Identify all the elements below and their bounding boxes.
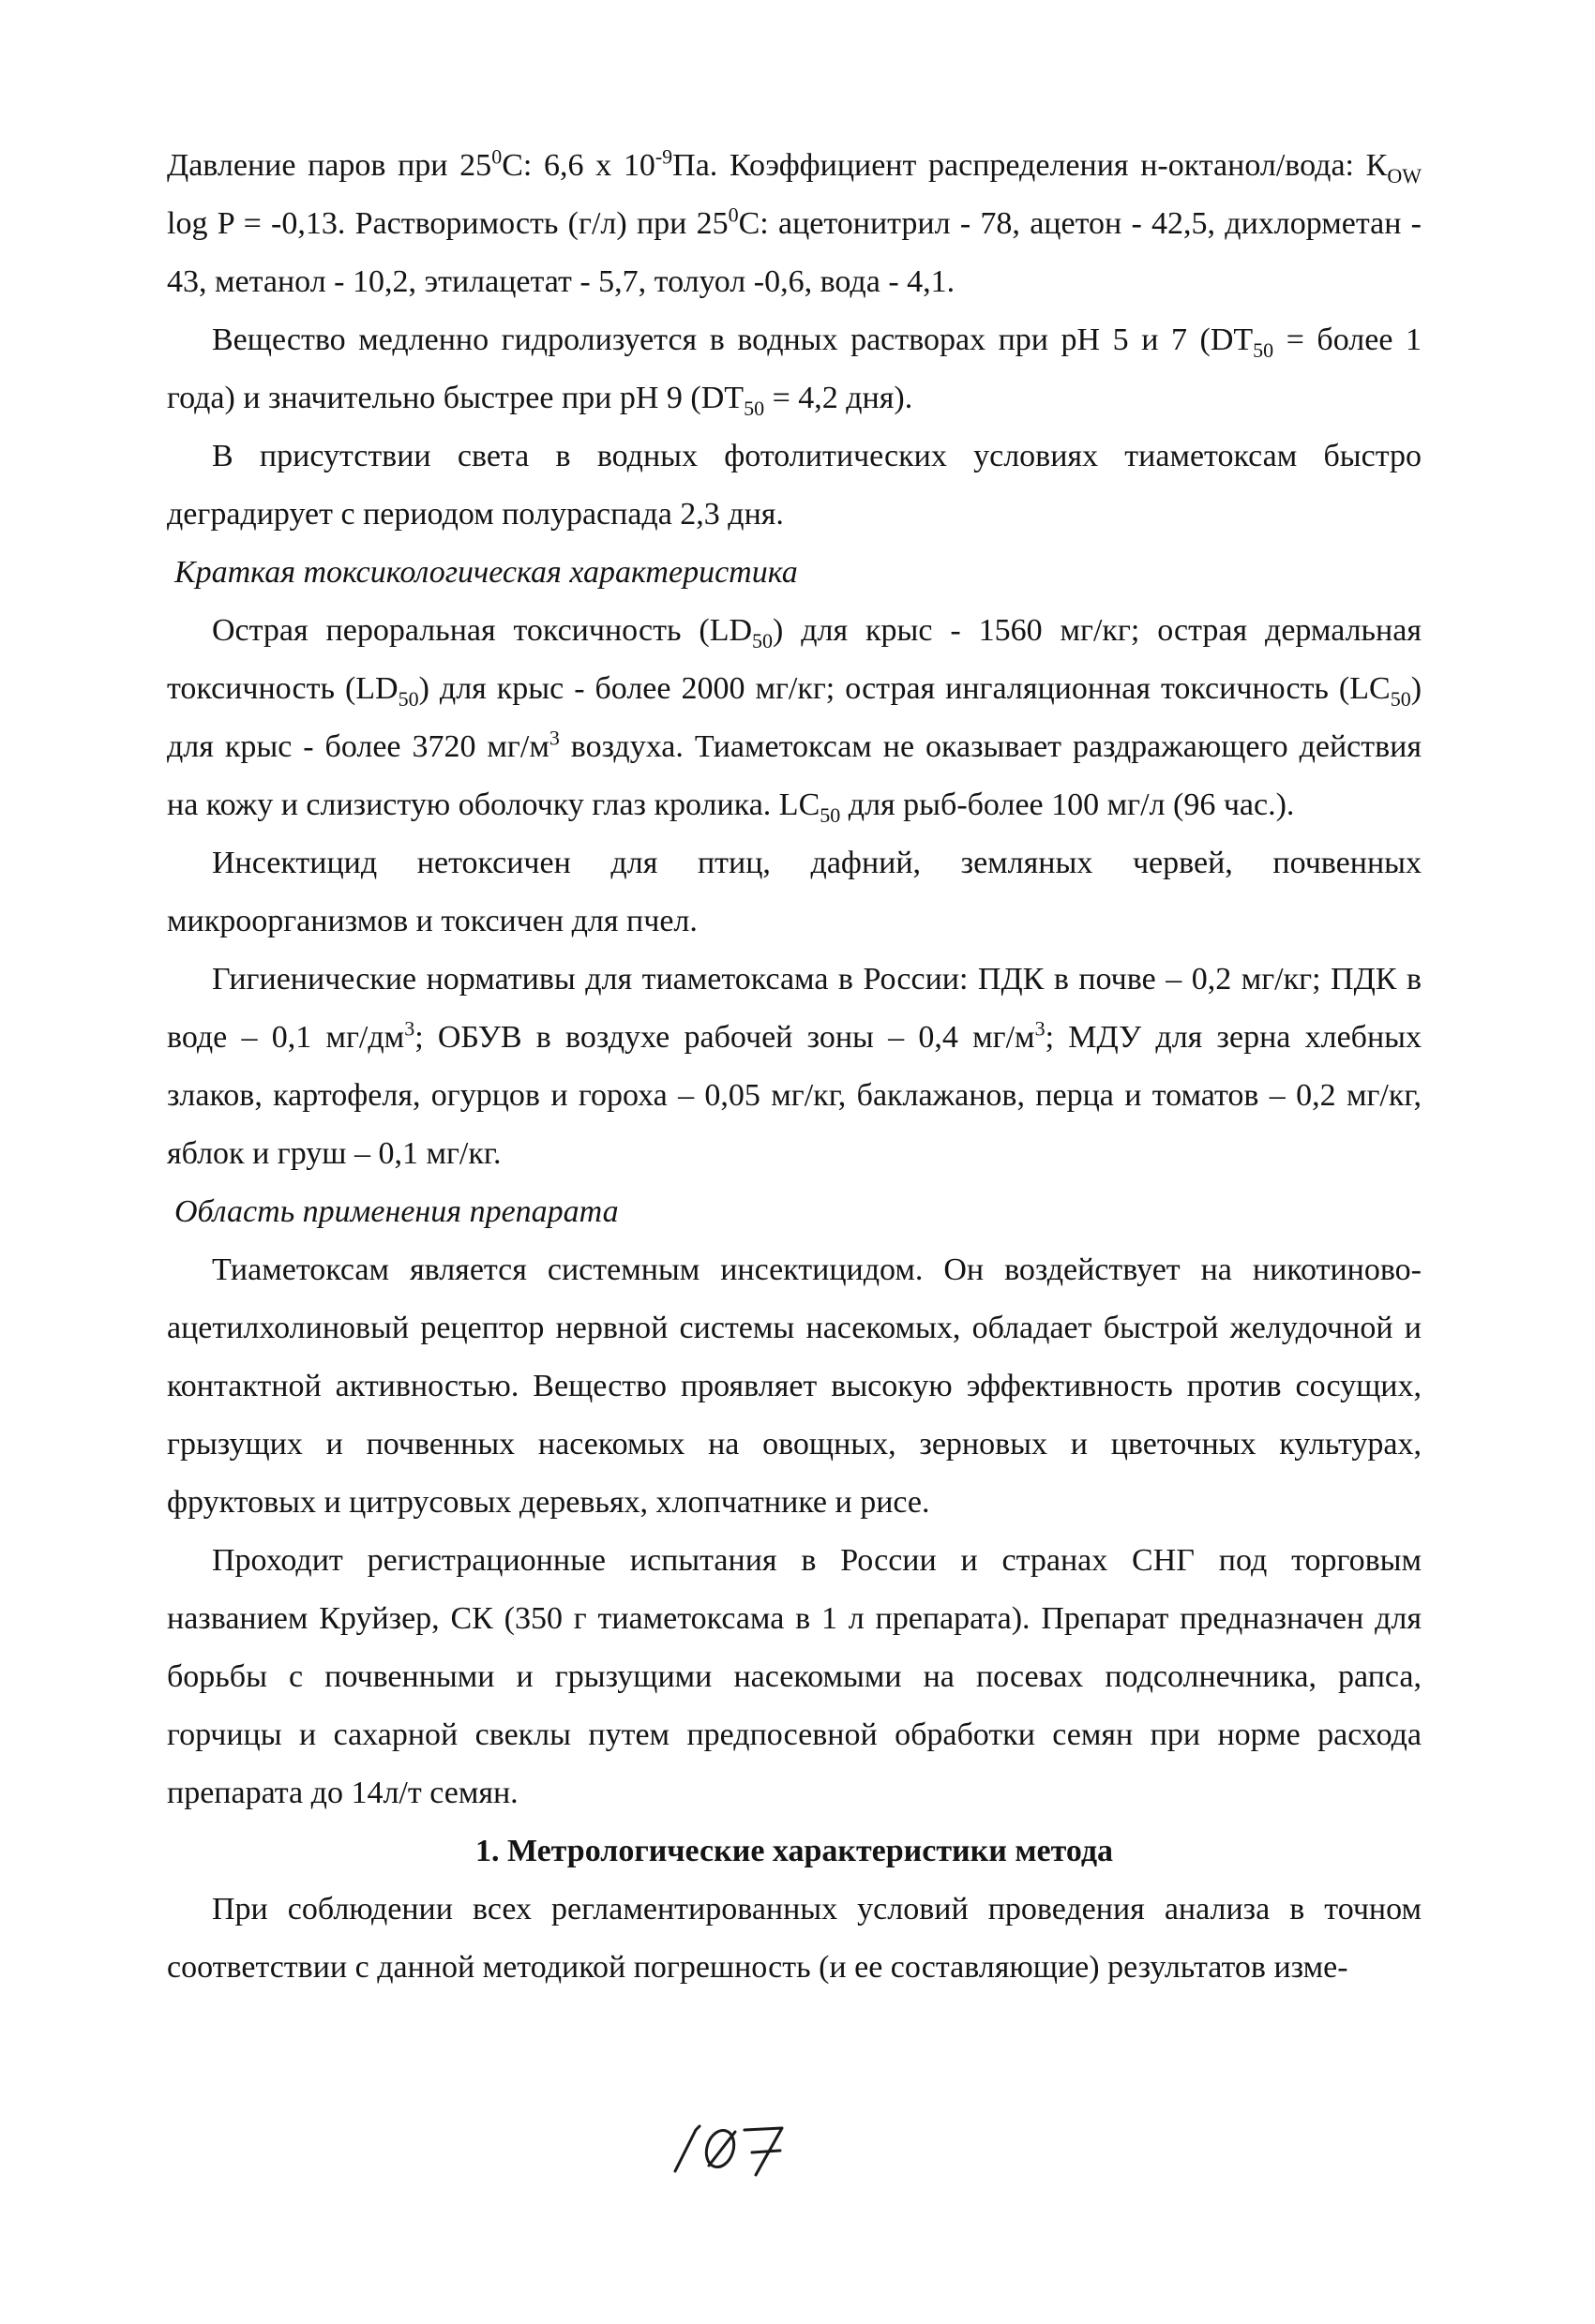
superscript: -9 <box>655 144 673 169</box>
text-run: Па. Коэффициент распределения н-октанол/вода: К <box>672 148 1388 183</box>
text-run: ) для крыс - более 3720 мг/м <box>167 671 1422 764</box>
section-title-metrology: 1. Метрологические характеристики метода <box>474 1834 1114 1868</box>
superscript: 3 <box>549 726 560 750</box>
text-run: С: 6,6 х 10 <box>502 148 655 183</box>
text-run: Давление паров при 25 <box>167 148 492 183</box>
paragraph-hydrolysis <box>167 311 1422 427</box>
text-run: = более 1 года) и значительно быстрее при pH 9 (DT <box>167 322 1422 415</box>
paragraph-metrology: При соблюдении всех регламентированных условий проведения анализа в точном соответствии с данной методикой погрешность (и ее составляющие) результатов изме- <box>167 1892 1422 1985</box>
paragraph-nontoxic: Инсектицид нетоксичен для птиц, дафний, земляных червей, почвенных микроорганизмов и токсичен для пчел. <box>167 846 1422 938</box>
subscript: OW <box>1387 163 1422 187</box>
text-run: ) для крыс - более 2000 мг/кг; острая ингаляционная токсичность (LC <box>418 671 1391 706</box>
handwritten-digit-1 <box>675 2126 700 2171</box>
text-run: Гигиенические нормативы для тиаметоксама в России: ПДК в почве – 0,2 мг/кг; ПДК в воде – 0,1 мг/дм <box>167 962 1422 1055</box>
subheading-toxicology: Краткая токсикологическая характеристика <box>174 555 798 590</box>
text-run: воздуха. Тиаметоксам не оказывает раздражающего действия на кожу и слизистую оболочку глаз кролика. LC <box>167 729 1422 822</box>
superscript: 0 <box>728 202 739 227</box>
subheading-application: Область применения препарата <box>174 1194 619 1229</box>
handwritten-page-number <box>668 2117 790 2182</box>
superscript: 3 <box>1034 1016 1046 1041</box>
superscript: 3 <box>404 1016 415 1041</box>
paragraph-mode-of-action: Тиаметоксам является системным инсектицидом. Он воздействует на никотиново-ацетилхолиновый рецептор нервной системы насекомых, обладает быстрой желудочной и контактной активностью. Вещество проявляет высокую эффективность против сосущих, грызущих и почвенных насекомых на овощных, зерновых и цветочных культурах, фруктовых и цитрусовых деревьях, хлопчатнике и рисе. <box>167 1252 1422 1520</box>
text-run: log P = -0,13. Растворимость (г/л) при 25 <box>167 206 729 241</box>
paragraph-vapor-pressure <box>167 137 1422 311</box>
subscript: 50 <box>398 686 419 711</box>
subscript: 50 <box>744 396 765 420</box>
subscript: 50 <box>820 802 841 827</box>
text-run: Вещество медленно гидролизуется в водных растворах при pH 5 и 7 (DT <box>212 322 1254 357</box>
paragraph-registration: Проходит регистрационные испытания в России и странах СНГ под торговым названием Круйзер, СК (350 г тиаметоксама в 1 л препарата). Препарат предназначен для борьбы с почвенными и грызущими насекомыми на посевах подсолнечника, рапса, горчицы и сахарной свеклы путем предпосевной обработки семян при норме расхода препарата до 14л/т семян. <box>167 1543 1422 1810</box>
text-run: С: ацетонитрил - 78, ацетон - 42,5, дихлорметан - 43, метанол - 10,2, этилацетат - 5,7, толуол -0,6, вода - 4,1. <box>167 206 1422 299</box>
subscript: 50 <box>1390 686 1411 711</box>
paragraph-photolysis: В присутствии света в водных фотолитических условиях тиаметоксам быстро деградирует с периодом полураспада 2,3 дня. <box>167 439 1422 532</box>
subscript: 50 <box>1253 337 1274 362</box>
text-run: Острая пероральная токсичность (LD <box>212 613 753 648</box>
body-text <box>167 137 1422 1997</box>
text-run: ) для крыс - 1560 мг/кг; острая дермальная токсичность (LD <box>167 613 1422 706</box>
text-run: для рыб-более 100 мг/л (96 час.). <box>840 787 1295 822</box>
superscript: 0 <box>491 144 503 169</box>
paragraph-hygiene-norms <box>167 951 1422 1183</box>
text-run: ; ОБУВ в воздухе рабочей зоны – 0,4 мг/м <box>414 1020 1035 1055</box>
paragraph-toxicity <box>167 602 1422 834</box>
text-run: = 4,2 дня). <box>764 381 913 415</box>
subscript: 50 <box>752 628 774 652</box>
text-run: ; МДУ для зерна хлебных злаков, картофеля, огурцов и гороха – 0,05 мг/кг, баклажанов, перца и томатов – 0,2 мг/кг, яблок и груш – 0,1 мг/кг. <box>167 1020 1422 1171</box>
handwritten-digit-7-bar <box>752 2151 780 2152</box>
